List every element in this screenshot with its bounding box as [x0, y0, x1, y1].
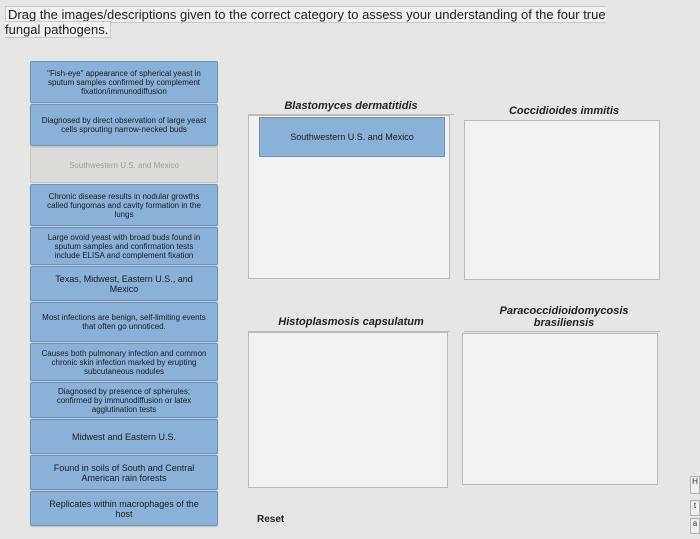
card-fish-eye[interactable]: "Fish-eye" appearance of spherical yeast in sputum samples confirmed by complement fixation/immunodiffusion — [30, 61, 218, 103]
category-title-blastomyces: Blastomyces dermatitidis — [284, 100, 418, 112]
card-broad-buds[interactable]: Large ovoid yeast with broad buds found in sputum samples and confirmation tests include ELISA and complement fixation — [30, 227, 218, 265]
card-rain-forests[interactable]: Found in soils of South and Central American rain forests — [30, 455, 218, 490]
placed-card-southwestern[interactable]: Southwestern U.S. and Mexico — [259, 117, 445, 157]
card-narrow-necked-buds[interactable]: Diagnosed by direct observation of large yeast cells sprouting narrow-necked buds — [30, 104, 218, 146]
instructions: Drag the images/descriptions given to the correct category to assess your understanding of the four true fungal pathogens. — [5, 7, 606, 37]
card-midwest-eastern[interactable]: Midwest and Eastern U.S. — [30, 419, 218, 454]
card-texas-midwest[interactable]: Texas, Midwest, Eastern U.S., and Mexico — [30, 266, 218, 301]
drop-zone-coccidioides[interactable] — [464, 120, 660, 280]
card-benign[interactable]: Most infections are benign, self-limiting events that often go unnoticed. — [30, 302, 218, 342]
drop-zone-histoplasmosis[interactable] — [248, 332, 448, 488]
category-title-histoplasmosis: Histoplasmosis capsulatum — [278, 316, 424, 328]
category-title-paracoccidioidomycosis: Paracoccidioidomycosis brasiliensis — [499, 305, 629, 329]
card-macrophages[interactable]: Replicates within macrophages of the host — [30, 491, 218, 526]
card-spherules[interactable]: Diagnosed by presence of spherules; confirmed by immunodiffusion or latex agglutination tests — [30, 382, 218, 418]
reset-button[interactable]: Reset — [257, 514, 285, 525]
card-skin-infection[interactable]: Causes both pulmonary infection and common chronic skin infection marked by erupting subcutaneous nodules — [30, 343, 218, 381]
card-fungomas[interactable]: Chronic disease results in nodular growths called fungomas and cavity formation in the lungs — [30, 184, 218, 226]
edge-tab-a[interactable]: a — [690, 518, 700, 534]
edge-tab-h[interactable]: H — [690, 476, 700, 494]
edge-tab-t[interactable]: t — [690, 500, 700, 516]
category-divider — [464, 331, 660, 332]
category-title-coccidioides: Coccidioides immitis — [508, 105, 620, 117]
card-slot-empty: Southwestern U.S. and Mexico — [30, 147, 218, 183]
drop-zone-paracoccidioidomycosis[interactable] — [462, 333, 658, 485]
